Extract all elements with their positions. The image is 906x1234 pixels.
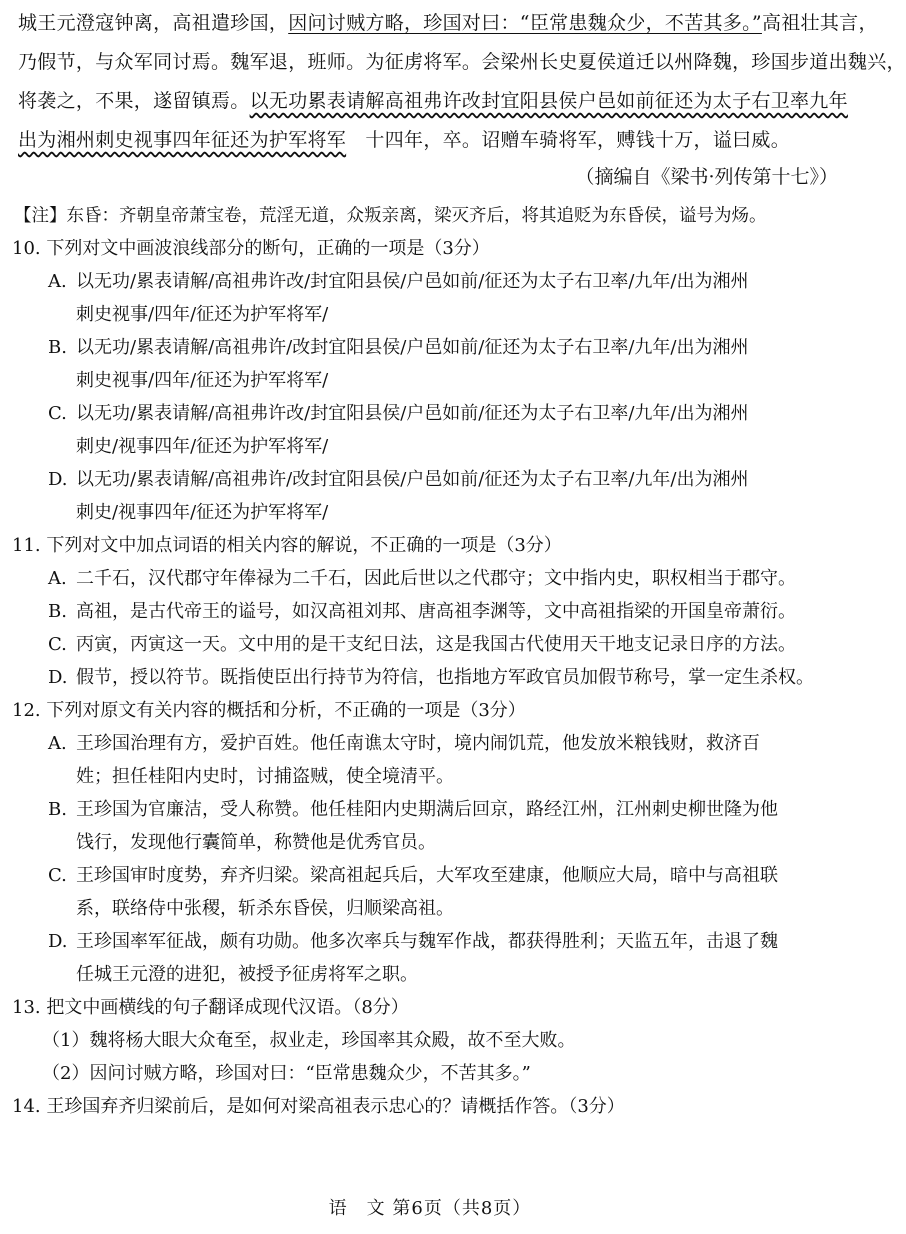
option-text-cont: 系，联络侍中张稷，斩杀东昏侯，归顺梁高祖。 bbox=[76, 898, 454, 919]
option-text: 王珍国治理有方，爱护百姓。他任南谯太守时，境内闹饥荒，他发放米粮钱财，救济百 bbox=[76, 733, 760, 754]
option-text: 二千石，汉代郡守年俸禄为二千石，因此后世以之代郡守；文中指内史，职权相当于郡守。 bbox=[76, 568, 796, 589]
option-text: 假节，授以符节。既指使臣出行持节为符信，也指地方军政官员加假节称号，掌一定生杀权。 bbox=[76, 667, 814, 688]
option-a bbox=[12, 265, 848, 331]
option-text: 高祖，是古代帝王的谥号，如汉高祖刘邦、唐高祖李渊等，文中高祖指梁的开国皇帝萧衍。 bbox=[76, 601, 796, 622]
option-label: B. bbox=[48, 337, 67, 358]
passage-text: 高祖壮其言， bbox=[761, 12, 878, 34]
option-text: 王珍国审时度势，弃齐归梁。梁高祖起兵后，大军攻至建康，他顺应大局，暗中与高祖联 bbox=[76, 865, 778, 886]
option-label: C. bbox=[48, 634, 67, 655]
question-stem: 12. 下列对原文有关内容的概括和分析，不正确的一项是（3分） bbox=[12, 700, 526, 721]
option-b bbox=[12, 331, 848, 397]
passage-text: 城王元澄寇钟离，高祖遣珍国， bbox=[18, 12, 289, 34]
wavy-underlined-text: 以无功累表请解高祖弗许改封宜阳县侯户邑如前征还为太子右卫率九年 bbox=[249, 90, 848, 112]
option-label: A. bbox=[48, 568, 67, 589]
option-label: B. bbox=[48, 799, 67, 820]
option-d bbox=[12, 925, 848, 991]
sub-question-1: （1）魏将杨大眼大众奄至，叔业走，珍国率其众殿，故不至大败。 bbox=[42, 1030, 576, 1051]
option-a bbox=[12, 562, 848, 595]
wavy-underlined-text: 出为湘州刺史视事四年征还为护军将军 bbox=[18, 129, 347, 151]
option-text-cont: 任城王元澄的进犯，被授予征虏将军之职。 bbox=[76, 964, 418, 985]
question-13 bbox=[12, 991, 848, 1090]
passage bbox=[18, 4, 906, 160]
question-14 bbox=[12, 1090, 848, 1123]
option-text-cont: 饯行，发现他行囊简单，称赞他是优秀官员。 bbox=[76, 832, 436, 853]
option-label: C. bbox=[48, 865, 67, 886]
option-c bbox=[12, 628, 848, 661]
underlined-sentence: 因问讨贼方略，珍国对曰：“臣常患魏众少，不苦其多。” bbox=[288, 12, 762, 34]
option-b bbox=[12, 793, 848, 859]
option-b bbox=[12, 595, 848, 628]
question-12 bbox=[12, 694, 848, 991]
option-text: 以无功/累表请解/高祖弗许改/封宜阳县侯/户邑如前/征还为太子右卫率/九年/出为湘州 bbox=[76, 403, 749, 424]
option-text: 以无功/累表请解/高祖弗许改/封宜阳县侯/户邑如前/征还为太子右卫率/九年/出为湘州 bbox=[76, 271, 749, 292]
option-text-cont: 刺史视事/四年/征还为护军将军/ bbox=[76, 370, 329, 391]
option-c bbox=[12, 859, 848, 925]
option-text-cont: 刺史/视事四年/征还为护军将军/ bbox=[76, 502, 329, 523]
source-citation: （摘编自《梁书·列传第十七》） bbox=[575, 166, 838, 188]
option-label: B. bbox=[48, 601, 67, 622]
option-a bbox=[12, 727, 848, 793]
passage-line-4 bbox=[18, 121, 844, 160]
option-text-cont: 刺史视事/四年/征还为护军将军/ bbox=[76, 304, 329, 325]
passage-text: 将袭之，不果，遂留镇焉。 bbox=[18, 90, 250, 112]
option-label: D. bbox=[48, 469, 68, 490]
sub-question-2: （2）因问讨贼方略，珍国对曰：“臣常患魏众少，不苦其多。” bbox=[42, 1063, 531, 1084]
option-text-cont: 刺史/视事四年/征还为护军将军/ bbox=[76, 436, 329, 457]
option-d bbox=[12, 463, 848, 529]
question-stem: 13. 把文中画横线的句子翻译成现代汉语。（8分） bbox=[12, 997, 409, 1018]
question-stem: 10. 下列对文中画波浪线部分的断句，正确的一项是（3分） bbox=[12, 238, 490, 259]
passage-line-3 bbox=[18, 82, 848, 121]
option-text: 以无功/累表请解/高祖弗许/改封宜阳县侯/户邑如前/征还为太子右卫率/九年/出为湘州 bbox=[76, 469, 749, 490]
option-label: C. bbox=[48, 403, 67, 424]
passage-line-2: 乃假节，与众军同讨焉。魏军退，班师。为征虏将军。会梁州长史夏侯道迁以州降魏，珍国步道出魏兴， bbox=[18, 51, 906, 73]
question-stem: 14. 王珍国弃齐归梁前后，是如何对梁高祖表示忠心的？请概括作答。（3分） bbox=[12, 1096, 625, 1117]
option-text: 以无功/累表请解/高祖弗许/改封宜阳县侯/户邑如前/征还为太子右卫率/九年/出为湘州 bbox=[76, 337, 749, 358]
option-text: 丙寅，丙寅这一天。文中用的是干支纪日法，这是我国古代使用天干地支记录日序的方法。 bbox=[76, 634, 796, 655]
option-d bbox=[12, 661, 848, 694]
option-label: D. bbox=[48, 667, 68, 688]
page-footer: 语 文 第6页（共8页） bbox=[328, 1198, 532, 1219]
option-label: A. bbox=[48, 733, 67, 754]
option-c bbox=[12, 397, 848, 463]
passage-text: 十四年，卒。诏赠车骑将军，赙钱十万，谥曰威。 bbox=[365, 129, 791, 151]
option-label: A. bbox=[48, 271, 67, 292]
option-text: 王珍国为官廉洁，受人称赞。他任桂阳内史期满后回京，路经江州，江州刺史柳世隆为他 bbox=[76, 799, 778, 820]
question-10 bbox=[12, 232, 848, 529]
question-11 bbox=[12, 529, 848, 694]
question-stem: 11. 下列对文中加点词语的相关内容的解说，不正确的一项是（3分） bbox=[12, 535, 562, 556]
option-label: D. bbox=[48, 931, 68, 952]
option-text: 王珍国率军征战，颇有功勋。他多次率兵与魏军作战，都获得胜利；天监五年，击退了魏 bbox=[76, 931, 778, 952]
annotation-note: 【注】东昏：齐朝皇帝萧宝卷，荒淫无道，众叛亲离，梁灭齐后，将其追贬为东昏侯，谥号为炀。 bbox=[14, 206, 767, 226]
passage-line-1 bbox=[18, 4, 878, 43]
questions bbox=[12, 232, 848, 1123]
option-text-cont: 姓；担任桂阳内史时，讨捕盗贼，使全境清平。 bbox=[76, 766, 454, 787]
